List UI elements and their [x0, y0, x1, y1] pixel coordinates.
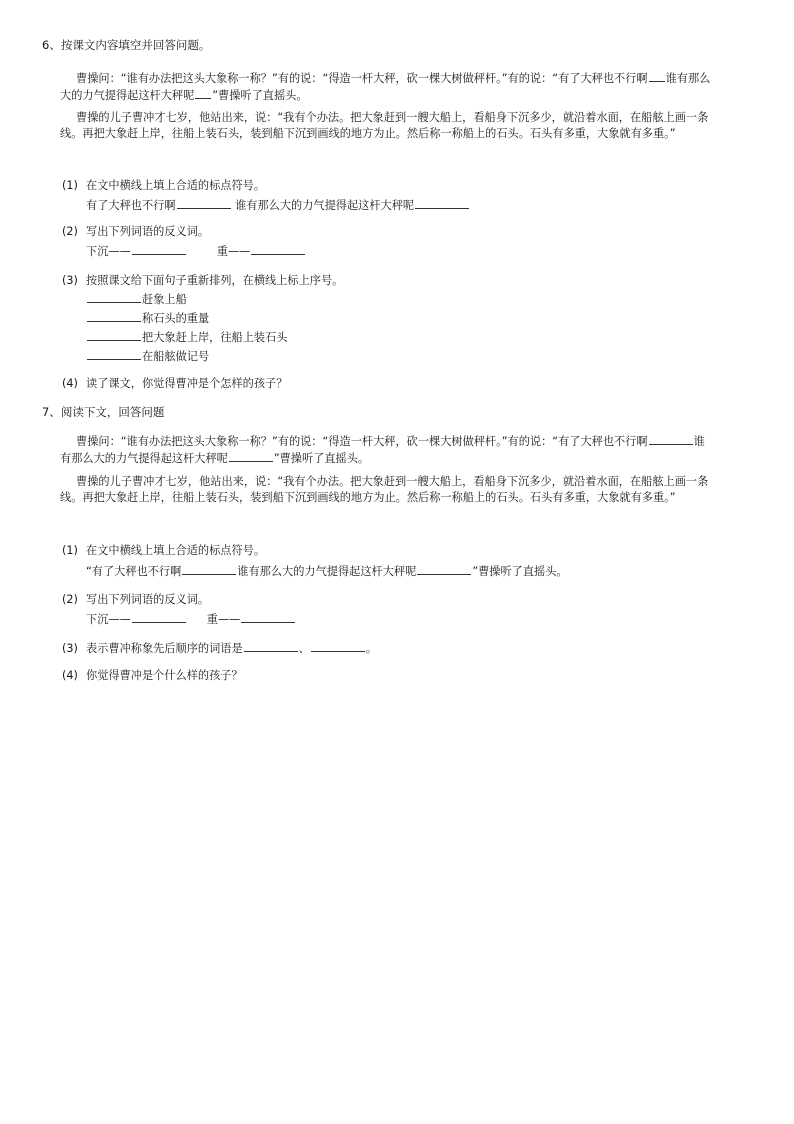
q6-order-item-1 — [86, 291, 187, 307]
q6-passage-p1-part-b: 谁有那么大的力气提得起这杆大秤呢 — [60, 72, 711, 102]
q7-sub-1-line-part-c: ”曹操听了直摇头。 — [472, 565, 568, 578]
q7-sub-3-number: (3) — [62, 642, 78, 655]
q6-sub-1-text: 在文中横线上填上合适的标点符号。 — [86, 179, 266, 192]
q6-order-item-4 — [86, 348, 209, 364]
q7-sub-3-separator: 、 — [298, 642, 310, 655]
q6-passage-blank-1[interactable] — [649, 70, 665, 82]
q7-passage-p1-part-c: ”曹操听了直摇头。 — [273, 452, 370, 465]
q6-antonym-1-blank[interactable] — [132, 243, 186, 255]
q7-sub-1-blank-2[interactable] — [417, 563, 471, 575]
q6-sub-1-line-part-b: 谁有那么大的力气提得起这杆大秤呢 — [235, 199, 415, 212]
q7-passage-blank-1[interactable] — [649, 433, 693, 445]
q6-order-item-2 — [86, 310, 209, 326]
q7-sub-3-text: 表示曹冲称象先后顺序的词语是 — [86, 642, 243, 655]
q7-passage-paragraph-1 — [60, 433, 712, 467]
q6-order-blank-3[interactable] — [87, 329, 141, 341]
q7-sub-3 — [62, 640, 377, 656]
q6-sub-1-answer-line — [86, 197, 470, 213]
q7-sub-4-number: (4) — [62, 669, 78, 682]
q6-antonym-1-label: 下沉—— — [86, 245, 131, 258]
q6-sub-3-text: 按照课文给下面句子重新排列，在横线上标上序号。 — [86, 274, 344, 287]
q6-sub-3 — [62, 273, 343, 288]
q7-sub-1-answer-line — [86, 563, 568, 579]
q6-order-text-2: 称石头的重量 — [142, 312, 210, 325]
q6-order-text-1: 赶象上船 — [142, 293, 187, 306]
q7-sub-1-line-part-b: 谁有那么大的力气提得起这杆大秤呢 — [237, 565, 417, 578]
q6-sub-4-text: 读了课文，你觉得曹冲是个怎样的孩子？ — [86, 377, 288, 390]
q6-sub-4 — [62, 376, 287, 391]
question-7-title: 7、阅读下文，回答问题 — [42, 405, 165, 419]
q6-sub-3-number: (3) — [62, 274, 78, 287]
q7-antonym-2-blank[interactable] — [241, 611, 295, 623]
q6-antonym-2-label: 重—— — [216, 245, 251, 258]
q7-sub-2-text: 写出下列词语的反义词。 — [86, 593, 210, 606]
q7-sub-2 — [62, 592, 209, 607]
question-6-title: 6、按课文内容填空并回答问题。 — [42, 38, 211, 52]
q7-sub-1-blank-1[interactable] — [182, 563, 236, 575]
q7-sub-4-text: 你觉得曹冲是个什么样的孩子？ — [86, 669, 243, 682]
q7-sub-3-end: 。 — [365, 642, 378, 655]
q7-sub-3-blank-2[interactable] — [311, 640, 365, 652]
q6-sub-2-answer-line — [86, 243, 306, 259]
q6-order-item-3 — [86, 329, 287, 345]
q7-antonym-2-label: 重—— — [206, 613, 241, 626]
q6-antonym-2-blank[interactable] — [251, 243, 305, 255]
q6-sub-1 — [62, 178, 265, 193]
q6-sub-2-number: (2) — [62, 225, 78, 238]
q7-sub-1-number: (1) — [62, 544, 78, 557]
q6-sub-1-blank-2[interactable] — [415, 197, 469, 209]
q6-order-text-3: 把大象赶上岸，往船上装石头 — [142, 331, 288, 344]
q6-sub-1-blank-1[interactable] — [177, 197, 231, 209]
q6-sub-2 — [62, 224, 209, 239]
q7-sub-1-text: 在文中横线上填上合适的标点符号。 — [86, 544, 266, 557]
q7-sub-2-number: (2) — [62, 593, 78, 606]
q7-sub-1 — [62, 543, 265, 558]
q6-sub-2-text: 写出下列词语的反义词。 — [86, 225, 210, 238]
q7-passage-p1-part-b: 谁有那么大的力气提得起这杆大秤呢 — [60, 435, 705, 465]
q6-order-blank-1[interactable] — [87, 291, 141, 303]
q7-sub-3-blank-1[interactable] — [244, 640, 298, 652]
q6-passage-blank-2[interactable] — [195, 87, 211, 99]
q6-order-text-4: 在船舷做记号 — [142, 350, 210, 363]
q6-passage-paragraph-2: 曹操的儿子曹冲才七岁，他站出来，说：“我有个办法。把大象赶到一艘大船上，看船身下沉多少，就沿着水面，在船舷上画一条线。再把大象赶上岸，往船上装石头，装到船下沉到画线的地方为止。然后称一称船上的石头。石头有多重，大象就有多重。” — [60, 111, 709, 140]
q6-sub-4-number: (4) — [62, 377, 78, 390]
q6-passage-p1-part-c: ”曹操听了直摇头。 — [212, 89, 308, 102]
q7-passage-blank-2[interactable] — [229, 450, 273, 462]
q6-sub-1-line-part-a: 有了大秤也不行啊 — [86, 199, 176, 212]
q6-passage-paragraph-1 — [60, 70, 712, 104]
q7-sub-4 — [62, 668, 243, 683]
q7-sub-2-answer-line — [86, 611, 296, 627]
q7-passage-paragraph-2: 曹操的儿子曹冲才七岁，他站出来，说：“我有个办法。把大象赶到一艘大船上，看船身下沉多少，就沿着水面，在船舷上画一条线。再把大象赶上岸，往船上装石头，装到船下沉到画线的地方为止。然后称一称船上的石头。石头有多重，大象就有多重。” — [60, 475, 709, 504]
q6-passage-p1-part-a: 曹操问：“谁有办法把这头大象称一称？”有的说：“得造一杆大秤，砍一棵大树做秤杆。”有的说：“有了大秤也不行啊 — [76, 72, 648, 85]
q6-order-blank-2[interactable] — [87, 310, 141, 322]
q7-sub-1-line-part-a: “有了大秤也不行啊 — [86, 565, 182, 578]
q7-antonym-1-blank[interactable] — [132, 611, 186, 623]
q6-sub-1-number: (1) — [62, 179, 78, 192]
q6-order-blank-4[interactable] — [87, 348, 141, 360]
q7-antonym-1-label: 下沉—— — [86, 613, 131, 626]
q7-passage-p1-part-a: 曹操问：“谁有办法把这头大象称一称？”有的说：“得造一杆大秤，砍一棵大树做秤杆。”有的说：“有了大秤也不行啊 — [76, 435, 648, 448]
